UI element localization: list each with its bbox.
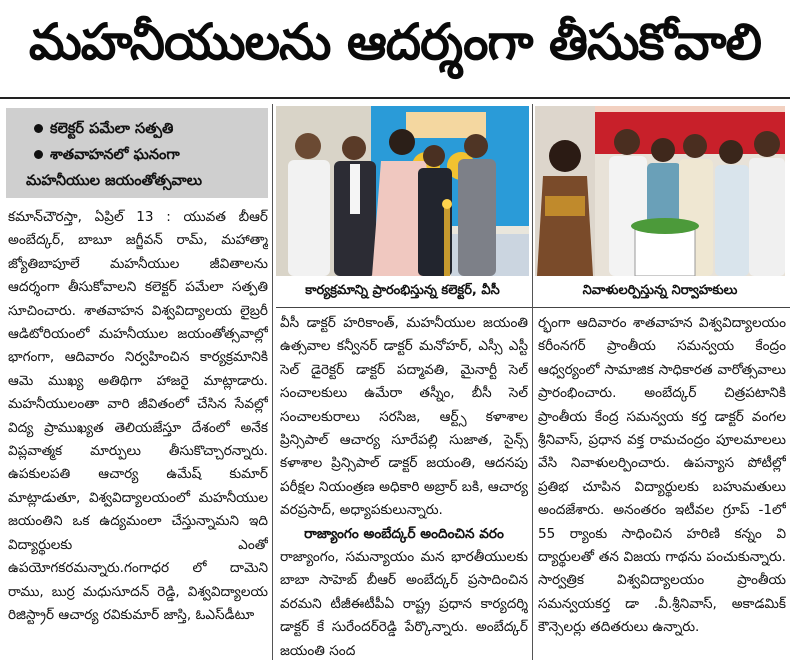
column-2-text-b: రాజ్యాంగం, సమన్యాయం మన భారతీయులకు బాబా సాహెబ్ బీఆర్ అంబేద్కర్ ప్రసాదించిన వరమని టీజీఈటీపీఏ రాష్ట్ర ప్రధాన కార్యదర్శి డాక్టర్ కే సురేందర్‌రెడ్డి పేర్కొన్నారు. అంబేద్కర్ జయంతి సంద xyxy=(280,549,528,658)
photo-tribute-caption: నివాళులర్పిస్తున్న నిర్వాహకులు xyxy=(582,283,738,298)
highlight-item xyxy=(12,168,262,194)
highlights-box xyxy=(6,108,268,198)
article-column-3 xyxy=(538,312,786,658)
highlight-item xyxy=(12,142,262,168)
highlight-text: శాతవాహనలో ఘనంగా xyxy=(50,147,180,163)
photo-tribute xyxy=(535,106,785,276)
column-1-text: కమాన్‌చౌరస్తా, ఏప్రిల్ 13 : యువత బీఆర్ అంబేద్కర్, బాబూ జగ్జీవన్ రామ్, మహాత్మా జ్యోతిబాపూలే మహనీయుల జీవితాలను ఆదర్శంగా తీసుకోవాలని కలెక్టర్ పమేలా సత్పతి సూచించారు. శాతవాహన విశ్వవిద్యాలయ లైబ్రరీ ఆడిటోరియంలో మహనీయుల జయంతోత్సవాల్లో భాగంగా, ఆదివారం నిర్వహించిన కార్యక్రమానికి ఆమె ముఖ్య అతిథిగా హాజరై మాట్లాడారు. మహనీయులంతా వారి జీవితంలో చేసిన సేవల్లో విద్య ప్రాముఖ్యత తెలియజేస్తూ దేశంలో అనేక విప్లవాత్మక మార్పులు తీసుకొచ్చారన్నారు. ఉపకులపతి ఆచార్య ఉమేష్ కుమార్ మాట్లాడుతూ, విశ్వవిద్యాలయంలో మహనీయుల జయంతిని ఒక ఉద్యమంలా చేస్తున్నామని ఇది విద్యార్థులకు ఎంతో ఉపయోగకరమన్నారు.గంగాధర లో దామెని రాము, బుర్ర మధుసూదన్ రెడ్డి, విశ్వవిద్యాలయ రిజిస్ట్రార్ ఆచార్య రవికుమార్ జాస్తి, ఓఎస్‌డీటూ xyxy=(8,209,268,623)
caption-rule xyxy=(276,307,790,308)
photo-lamp-lighting-image xyxy=(276,106,529,276)
column-2-subhead: రాజ్యాంగం అంబేద్కర్ అందించిన వరం xyxy=(304,525,504,542)
bullet-icon xyxy=(34,150,43,159)
highlight-text: మహనీయుల జయంతోత్సవాలు xyxy=(26,173,203,189)
photo-lamp-lighting-caption: కార్యక్రమాన్ని ప్రారంభిస్తున్న కలెక్టర్, వీసీ xyxy=(305,283,500,298)
column-2-text-a: వీసీ డాక్టర్ హరికాంత్, మహనీయుల జయంతి ఉత్సవాల కన్వీనర్ డాక్టర్ మనోహర్, ఎస్సీ ఎస్టీ సెల్ డైరెక్టర్ డాక్టర్ పద్మావతి, మైనార్టీ సెల్ సంచాలకులు ఉమేరా తస్నీం, బీసీ సెల్ సంచాలకురాలు సరసిజ, ఆర్ట్స్ కళాశాల ప్రిన్సిపాల్ ఆచార్య సూరేపల్లి సుజాత, సైన్స్ కళాశాల ప్రిన్సిపాల్ డాక్టర్ జయంతి, ఆదనపు పరీక్షల నియంత్రణ అధికారి అబ్రార్ బకి, ఆచార్య వరప్రసాద్, అధ్యాపకులున్నారు. xyxy=(280,315,528,519)
headline: మహనీయులను ఆదర్శంగా తీసుకోవాలి xyxy=(28,12,762,71)
highlight-item xyxy=(12,116,262,142)
highlight-text: కలెక్టర్ పమేలా సత్పతి xyxy=(50,121,174,137)
photo-tribute-image xyxy=(535,106,785,276)
bullet-icon xyxy=(34,124,43,133)
column-divider-2 xyxy=(532,104,533,660)
article-column-1 xyxy=(8,206,268,656)
article-column-2 xyxy=(280,312,528,658)
headline-rule xyxy=(0,97,790,99)
column-3-text: ర్భంగా ఆదివారం శాతవాహన విశ్వవిద్యాలయం కరీంనగర్ ప్రాంతీయ సమన్వయ కేంద్రం ఆధ్వర్యంలో సామాజిక సాధికారత వారోత్సవాలు ప్రారంభించారు. అంబేద్కర్ చిత్రపటానికి ప్రాంతీయ కేంద్ర సమన్వయ కర్త డాక్టర్ వంగల శ్రీనివాస్, ప్రధాన వక్త రామచంద్రం పూలమాలలు వేసి నివాళులర్పించారు. ఉపన్యాస పోటీల్లో ప్రతిభ చూపిన విద్యార్థులకు బహుమతులు అందజేశారు. అనంతరం ఇటీవల గ్రూప్ -1లో 55 ర్యాంకు సాధించిన హరిణి కన్నం వి ద్యార్థులతో తన విజయ గాథను పంచుకున్నారు. సార్వత్రిక విశ్వవిద్యాలయం ప్రాంతీయ సమన్వయకర్త డా .వీ.శ్రీనివాస్, అకాడమిక్ కౌన్సెలర్లు తదితరులు ఉన్నారు. xyxy=(538,315,786,636)
column-divider-1 xyxy=(272,104,273,660)
photo-lamp-lighting xyxy=(276,106,529,276)
